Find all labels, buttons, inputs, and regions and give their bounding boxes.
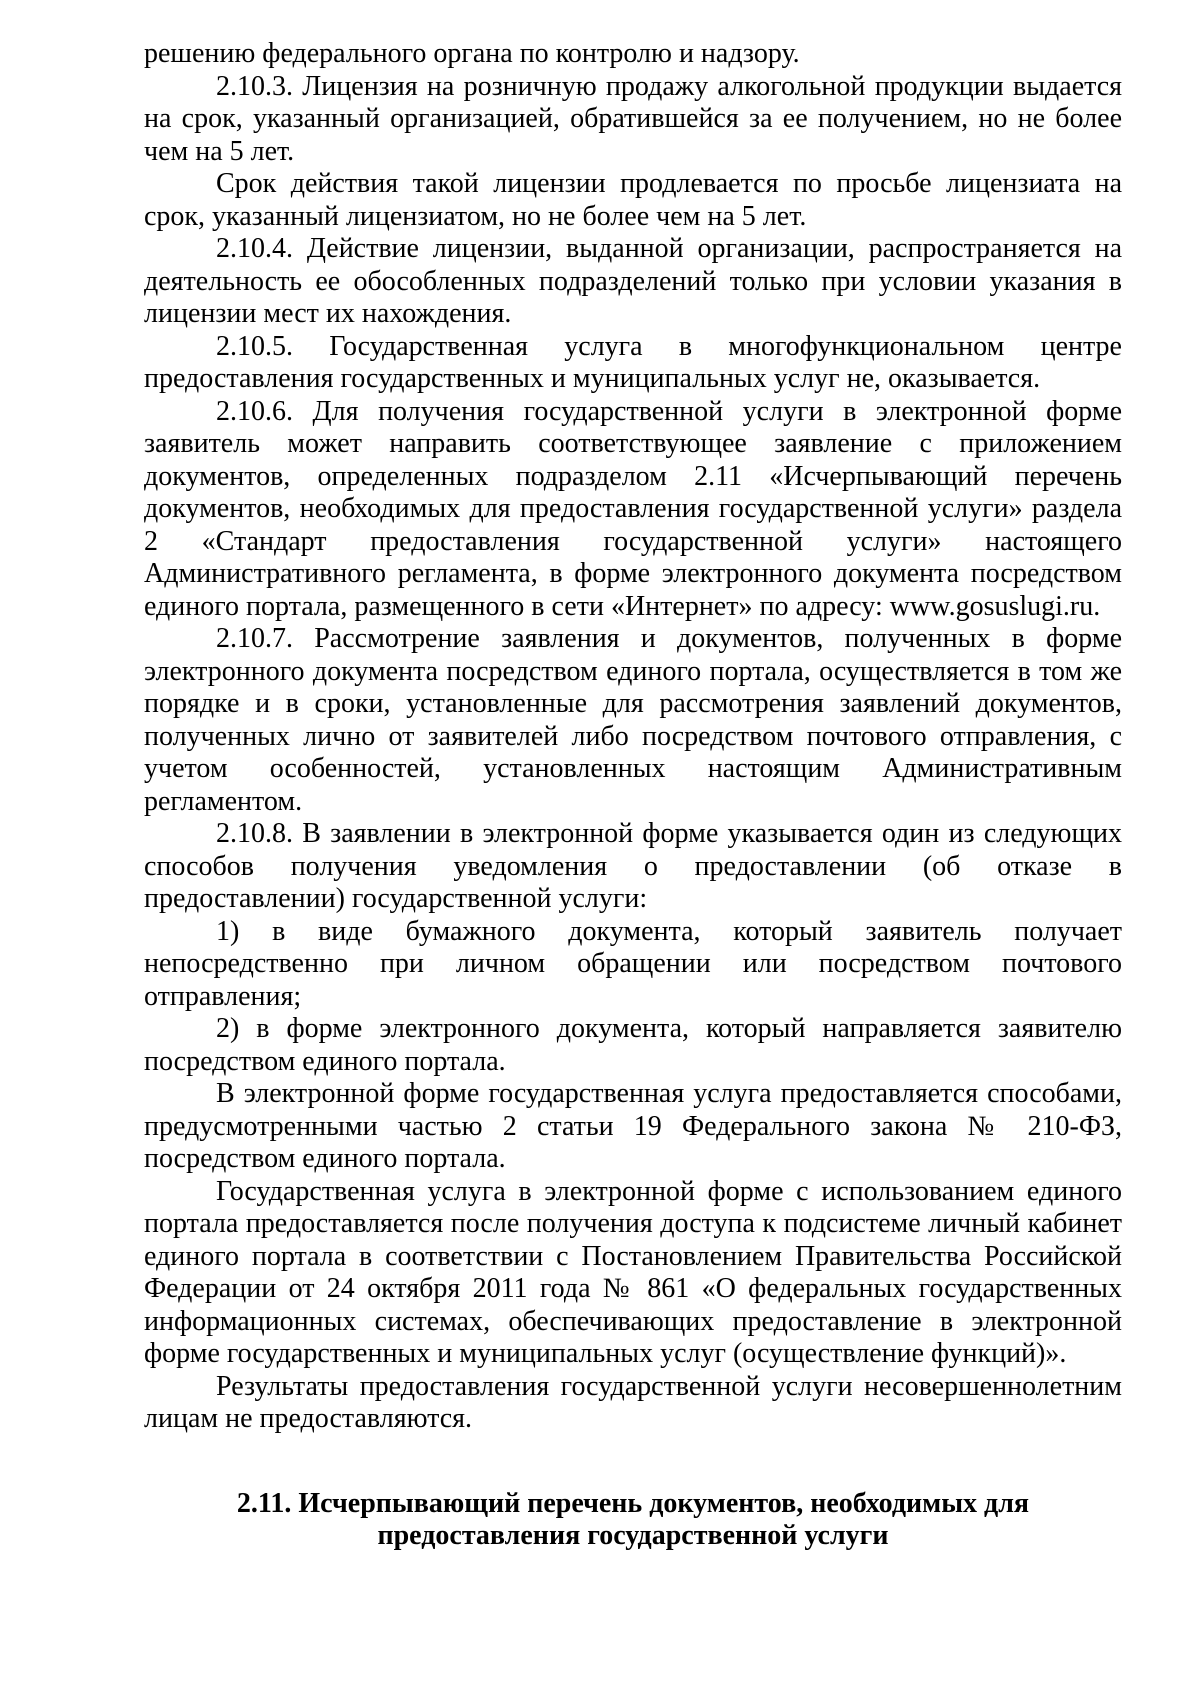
list-item-2: 2) в форме электронного документа, который направляется заявителю посредством единого портала. [144,1013,1122,1077]
paragraph-2-10-7: 2.10.7. Рассмотрение заявления и документов, полученных в форме электронного документа посредством единого портала, осуществляется в том же порядке и в сроки, установленные для рассмотрения заявлений документов, полученных лично от заявителей либо посредством почтового отправления, с учетом особенностей, установленных настоящим Административным регламентом. [144,623,1122,817]
paragraph-2-10-8: 2.10.8. В заявлении в электронной форме указывается один из следующих способов получения уведомления о предоставлении (об отказе в предоставлении) государственной услуги: [144,818,1122,914]
paragraph-2-10-6: 2.10.6. Для получения государственной услуги в электронной форме заявитель может направить соответствующее заявление с приложением документов, определенных подразделом 2.11 «Исчерпывающий перечень документов, необходимых для предоставления государственной услуги» раздела 2 «Стандарт предоставления государственной услуги» настоящего Административного регламента, в форме электронного документа посредством единого портала, размещенного в сети «Интернет» по адресу: www.gosuslugi.ru. [144,395,1122,622]
paragraph-2-10-3: 2.10.3. Лицензия на розничную продажу алкогольной продукции выдается на срок, указанный организацией, обратившейся за ее получением, но не более чем на 5 лет. [144,70,1122,167]
section-heading-2-11 [144,1488,1122,1553]
document-page [144,38,1122,1553]
list-item-1: 1) в виде бумажного документа, который заявитель получает непосредственно при личном обращении или посредством почтового отправления; [144,915,1122,1012]
paragraph-2-10-4: 2.10.4. Действие лицензии, выданной организации, распространяется на деятельность ее обособленных подразделений только при условии указания в лицензии мест их нахождения. [144,233,1122,329]
section-heading-line-2: предоставления государственной услуги [377,1520,889,1551]
paragraph-2-10-5: 2.10.5. Государственная услуга в многофункциональном центре предоставления государственных и муниципальных услуг не, оказывается. [144,330,1122,394]
paragraph-portal-access: Государственная услуга в электронной форме с использованием единого портала предоставляется после получения доступа к подсистеме личный кабинет единого портала в соответствии с Постановлением Правительства Российской Федерации от 24 октября 2011 года № 861 «О федеральных государственных информационных системах, обеспечивающих предоставление в электронной форме государственных и муниципальных услуг (осуществление функций)». [144,1175,1122,1369]
paragraph-license-term: Срок действия такой лицензии продлевается по просьбе лицензиата на срок, указанный лицензиатом, но не более чем на 5 лет. [144,168,1122,232]
paragraph-minors: Результаты предоставления государственной услуги несовершеннолетним лицам не предоставляются. [144,1370,1122,1434]
section-heading-line-1: 2.11. Исчерпывающий перечень документов, необходимых для [236,1487,1030,1519]
paragraph-electronic-form: В электронной форме государственная услуга предоставляется способами, предусмотренными частью 2 статьи 19 Федерального закона № 210-ФЗ, посредством единого портала. [144,1078,1122,1174]
paragraph-1: решению федерального органа по контролю и надзору. [144,38,800,69]
